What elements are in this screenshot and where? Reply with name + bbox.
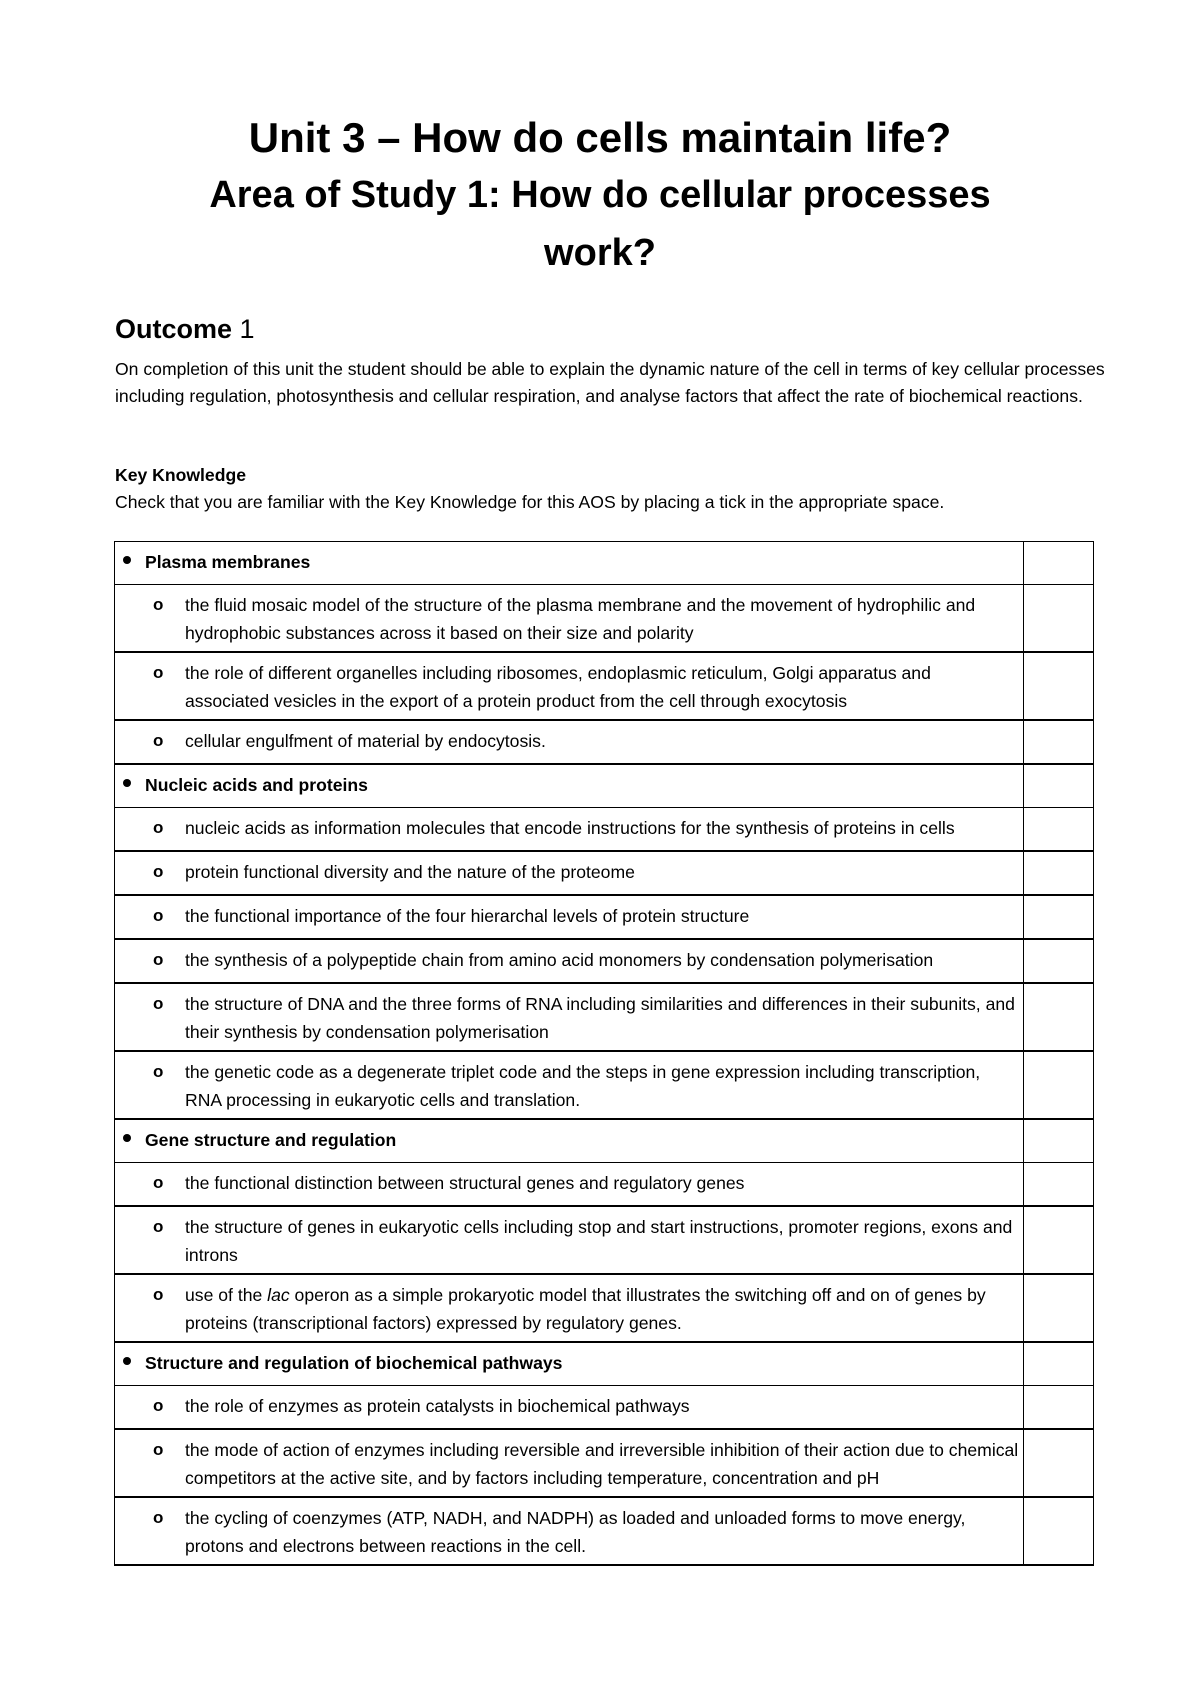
knowledge-item-row (115, 939, 1094, 983)
outcome-heading (115, 314, 255, 345)
section-heading: Plasma membranes (145, 552, 311, 572)
knowledge-item-row (115, 1051, 1094, 1119)
knowledge-item-text: the role of different organelles including ribosomes, endoplasmic reticulum, Golgi apparatus and associated vesicles in the export of a protein product from the cell through exocytosis (185, 663, 931, 711)
sub-bullet-icon: o (153, 1508, 164, 1527)
section-heading: Nucleic acids and proteins (145, 775, 368, 795)
tick-box[interactable] (1024, 1163, 1094, 1207)
sub-bullet-icon: o (153, 1173, 164, 1192)
tick-box[interactable] (1024, 808, 1094, 852)
knowledge-item-row (115, 851, 1094, 895)
sub-bullet-icon: o (153, 950, 164, 969)
tick-box[interactable] (1024, 1342, 1094, 1386)
knowledge-item-cell (115, 1051, 1024, 1119)
knowledge-item-text: the role of enzymes as protein catalysts in biochemical pathways (185, 1396, 690, 1416)
section-heading-cell (115, 542, 1024, 585)
tick-box[interactable] (1024, 720, 1094, 764)
title-block (60, 110, 1140, 282)
section-heading-cell (115, 1119, 1024, 1163)
knowledge-item-cell (115, 1274, 1024, 1342)
bullet-icon (123, 1134, 131, 1142)
tick-box[interactable] (1024, 939, 1094, 983)
tick-box[interactable] (1024, 1386, 1094, 1430)
knowledge-item-text: cellular engulfment of material by endocytosis. (185, 731, 546, 751)
section-heading-row (115, 542, 1094, 585)
knowledge-item-text: the mode of action of enzymes including reversible and irreversible inhibition of their action due to chemical competitors at the active site, and by factors including temperature, concentration and pH (185, 1440, 1019, 1488)
tick-box[interactable] (1024, 1274, 1094, 1342)
knowledge-item-row (115, 895, 1094, 939)
knowledge-item-cell (115, 652, 1024, 720)
sub-bullet-icon: o (153, 731, 164, 750)
knowledge-item-text: protein functional diversity and the nature of the proteome (185, 862, 635, 882)
knowledge-item-cell (115, 1163, 1024, 1207)
knowledge-item-text: the cycling of coenzymes (ATP, NADH, and NADPH) as loaded and unloaded forms to move energy, protons and electrons between reactions in the cell. (185, 1508, 966, 1556)
knowledge-item-row (115, 1206, 1094, 1274)
knowledge-item-row (115, 1386, 1094, 1430)
outcome-heading-word: Outcome (115, 314, 233, 344)
section-heading: Gene structure and regulation (145, 1130, 397, 1150)
knowledge-item-text: use of the lac operon as a simple prokaryotic model that illustrates the switching off and on of genes by proteins (transcriptional factors) expressed by regulatory genes. (185, 1285, 986, 1333)
knowledge-item-row (115, 720, 1094, 764)
knowledge-item-cell (115, 895, 1024, 939)
tick-box[interactable] (1024, 1497, 1094, 1565)
sub-bullet-icon: o (153, 595, 164, 614)
knowledge-item-text: the functional distinction between structural genes and regulatory genes (185, 1173, 745, 1193)
knowledge-item-cell (115, 1206, 1024, 1274)
bullet-icon (123, 556, 131, 564)
section-heading-row (115, 764, 1094, 808)
sub-bullet-icon: o (153, 818, 164, 837)
tick-box[interactable] (1024, 895, 1094, 939)
key-knowledge-table (114, 541, 1094, 1566)
key-knowledge-instruction: Check that you are familiar with the Key Knowledge for this AOS by placing a tick in the appropriate space. (115, 492, 945, 512)
page-subtitle-line2: work? (544, 232, 656, 274)
knowledge-item-row (115, 983, 1094, 1051)
tick-box[interactable] (1024, 542, 1094, 585)
knowledge-item-cell (115, 1429, 1024, 1497)
sub-bullet-icon: o (153, 1062, 164, 1081)
page-title: Unit 3 – How do cells maintain life? (248, 114, 952, 161)
knowledge-item-row (115, 1429, 1094, 1497)
knowledge-item-cell (115, 983, 1024, 1051)
knowledge-item-text: the structure of genes in eukaryotic cells including stop and start instructions, promoter regions, exons and introns (185, 1217, 1013, 1265)
bullet-icon (123, 1357, 131, 1365)
outcome-text: On completion of this unit the student should be able to explain the dynamic nature of the cell in terms of key cellular processes including regulation, photosynthesis and cellular respiration, and analyse factors that affect the rate of biochemical reactions. (115, 359, 1105, 406)
sub-bullet-icon: o (153, 1440, 164, 1459)
bullet-icon (123, 779, 131, 787)
sub-bullet-icon: o (153, 906, 164, 925)
knowledge-item-cell (115, 1497, 1024, 1565)
tick-box[interactable] (1024, 764, 1094, 808)
tick-box[interactable] (1024, 1429, 1094, 1497)
tick-box[interactable] (1024, 983, 1094, 1051)
outcome-heading-number: 1 (239, 314, 255, 344)
knowledge-item-row (115, 1163, 1094, 1207)
section-heading: Structure and regulation of biochemical pathways (145, 1353, 563, 1373)
knowledge-item-cell (115, 851, 1024, 895)
knowledge-item-row (115, 808, 1094, 852)
tick-box[interactable] (1024, 851, 1094, 895)
section-heading-row (115, 1342, 1094, 1386)
knowledge-item-row (115, 585, 1094, 653)
knowledge-item-text: the fluid mosaic model of the structure of the plasma membrane and the movement of hydrophilic and hydrophobic substances across it based on their size and polarity (185, 595, 976, 643)
knowledge-item-text: the synthesis of a polypeptide chain from amino acid monomers by condensation polymerisation (185, 950, 934, 970)
tick-box[interactable] (1024, 652, 1094, 720)
tick-box[interactable] (1024, 585, 1094, 653)
sub-bullet-icon: o (153, 1396, 164, 1415)
sub-bullet-icon: o (153, 1285, 164, 1304)
knowledge-item-cell (115, 585, 1024, 653)
knowledge-item-row (115, 1497, 1094, 1565)
knowledge-item-row (115, 1274, 1094, 1342)
section-heading-row (115, 1119, 1094, 1163)
page-subtitle-line1: Area of Study 1: How do cellular processes (209, 174, 991, 216)
section-heading-cell (115, 1342, 1024, 1386)
knowledge-item-text: the genetic code as a degenerate triplet code and the steps in gene expression including transcription, RNA processing in eukaryotic cells and translation. (185, 1062, 981, 1110)
knowledge-item-text: the functional importance of the four hierarchal levels of protein structure (185, 906, 750, 926)
knowledge-item-cell (115, 1386, 1024, 1430)
sub-bullet-icon: o (153, 862, 164, 881)
tick-box[interactable] (1024, 1119, 1094, 1163)
knowledge-item-text: the structure of DNA and the three forms of RNA including similarities and differences in their subunits, and their synthesis by condensation polymerisation (185, 994, 1015, 1042)
tick-box[interactable] (1024, 1206, 1094, 1274)
knowledge-item-text: nucleic acids as information molecules that encode instructions for the synthesis of proteins in cells (185, 818, 955, 838)
tick-box[interactable] (1024, 1051, 1094, 1119)
knowledge-item-row (115, 652, 1094, 720)
section-heading-cell (115, 764, 1024, 808)
sub-bullet-icon: o (153, 1217, 164, 1236)
sub-bullet-icon: o (153, 663, 164, 682)
sub-bullet-icon: o (153, 994, 164, 1013)
key-knowledge-heading: Key Knowledge (115, 465, 246, 485)
knowledge-item-cell (115, 939, 1024, 983)
knowledge-item-cell (115, 720, 1024, 764)
knowledge-item-cell (115, 808, 1024, 852)
